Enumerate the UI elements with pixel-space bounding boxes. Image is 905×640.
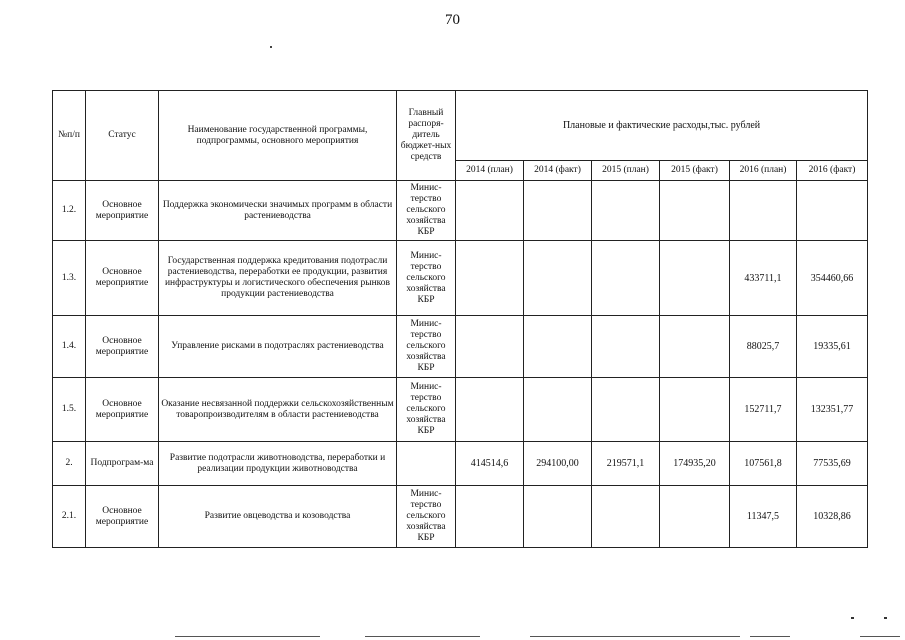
row-value bbox=[660, 241, 730, 316]
row-status: Основное мероприятие bbox=[86, 378, 159, 442]
row-name: Развитие овцеводства и козоводства bbox=[159, 486, 397, 548]
row-name: Управление рисками в подотраслях растениеводства bbox=[159, 316, 397, 378]
row-value: 152711,7 bbox=[730, 378, 797, 442]
table-row bbox=[53, 181, 868, 241]
row-value: 88025,7 bbox=[730, 316, 797, 378]
budget-table bbox=[52, 90, 868, 548]
row-value bbox=[456, 486, 524, 548]
row-value: 10328,86 bbox=[797, 486, 868, 548]
header-year: 2016 (план) bbox=[730, 161, 797, 181]
table-row bbox=[53, 442, 868, 486]
row-distributor: Минис-терство сельского хозяйства КБР bbox=[397, 181, 456, 241]
row-value: 219571,1 bbox=[592, 442, 660, 486]
row-name: Государственная поддержка кредитования подотрасли растениеводства, переработки ее продукции, развития инфраструктуры и логистического обеспечения рынков продукции растениеводства bbox=[159, 241, 397, 316]
row-value: 77535,69 bbox=[797, 442, 868, 486]
row-value bbox=[730, 181, 797, 241]
row-number: 2. bbox=[53, 442, 86, 486]
row-value bbox=[660, 378, 730, 442]
scan-dot bbox=[270, 46, 272, 48]
row-value bbox=[660, 316, 730, 378]
table-row bbox=[53, 378, 868, 442]
header-year: 2014 (план) bbox=[456, 161, 524, 181]
header-number: №п/п bbox=[53, 91, 86, 181]
row-value: 19335,61 bbox=[797, 316, 868, 378]
scan-artifact-line bbox=[175, 636, 320, 637]
row-number: 2.1. bbox=[53, 486, 86, 548]
row-value bbox=[660, 181, 730, 241]
header-status: Статус bbox=[86, 91, 159, 181]
row-distributor: Минис-терство сельского хозяйства КБР bbox=[397, 316, 456, 378]
table-row bbox=[53, 241, 868, 316]
row-status: Основное мероприятие bbox=[86, 241, 159, 316]
row-name: Оказание несвязанной поддержки сельскохозяйственным товаропроизводителям в области растениеводства bbox=[159, 378, 397, 442]
scan-artifact-line bbox=[750, 636, 790, 637]
row-value bbox=[456, 181, 524, 241]
row-value bbox=[592, 181, 660, 241]
row-name: Развитие подотрасли животноводства, переработки и реализации продукции животноводства bbox=[159, 442, 397, 486]
row-value bbox=[524, 181, 592, 241]
row-value bbox=[524, 378, 592, 442]
row-value: 11347,5 bbox=[730, 486, 797, 548]
header-year: 2016 (факт) bbox=[797, 161, 868, 181]
row-status: Основное мероприятие bbox=[86, 486, 159, 548]
scan-artifact-line bbox=[860, 636, 900, 637]
header-distributor: Главный распоря-дитель бюджет-ных средств bbox=[397, 91, 456, 181]
row-value: 414514,6 bbox=[456, 442, 524, 486]
row-number: 1.3. bbox=[53, 241, 86, 316]
row-value: 132351,77 bbox=[797, 378, 868, 442]
header-expenses: Плановые и фактические расходы,тыс. рублей bbox=[456, 91, 868, 161]
row-value bbox=[592, 378, 660, 442]
row-value bbox=[456, 316, 524, 378]
header-year: 2015 (план) bbox=[592, 161, 660, 181]
row-value bbox=[524, 486, 592, 548]
row-distributor: Минис-терство сельского хозяйства КБР bbox=[397, 241, 456, 316]
header-name: Наименование государственной программы, подпрограммы, основного мероприятия bbox=[159, 91, 397, 181]
row-status: Подпрограм-ма bbox=[86, 442, 159, 486]
row-status: Основное мероприятие bbox=[86, 316, 159, 378]
row-status: Основное мероприятие bbox=[86, 181, 159, 241]
row-value: 107561,8 bbox=[730, 442, 797, 486]
row-value bbox=[797, 181, 868, 241]
scan-artifact-line bbox=[365, 636, 480, 637]
row-value bbox=[660, 486, 730, 548]
scan-artifact-mark bbox=[851, 617, 854, 619]
header-year: 2015 (факт) bbox=[660, 161, 730, 181]
table-row bbox=[53, 316, 868, 378]
scan-artifact-mark bbox=[884, 617, 887, 619]
row-number: 1.4. bbox=[53, 316, 86, 378]
row-value bbox=[592, 241, 660, 316]
scan-artifact-line bbox=[530, 636, 740, 637]
row-value: 174935,20 bbox=[660, 442, 730, 486]
row-distributor: Минис-терство сельского хозяйства КБР bbox=[397, 486, 456, 548]
row-number: 1.5. bbox=[53, 378, 86, 442]
row-value: 294100,00 bbox=[524, 442, 592, 486]
row-value: 433711,1 bbox=[730, 241, 797, 316]
page-number: 70 bbox=[445, 12, 460, 28]
header-year: 2014 (факт) bbox=[524, 161, 592, 181]
row-value bbox=[524, 241, 592, 316]
row-value bbox=[592, 316, 660, 378]
row-value bbox=[456, 241, 524, 316]
row-distributor: Минис-терство сельского хозяйства КБР bbox=[397, 378, 456, 442]
row-number: 1.2. bbox=[53, 181, 86, 241]
row-value bbox=[456, 378, 524, 442]
row-value bbox=[592, 486, 660, 548]
row-name: Поддержка экономически значимых программ в области растениеводства bbox=[159, 181, 397, 241]
table-row bbox=[53, 486, 868, 548]
row-value bbox=[524, 316, 592, 378]
row-distributor bbox=[397, 442, 456, 486]
row-value: 354460,66 bbox=[797, 241, 868, 316]
